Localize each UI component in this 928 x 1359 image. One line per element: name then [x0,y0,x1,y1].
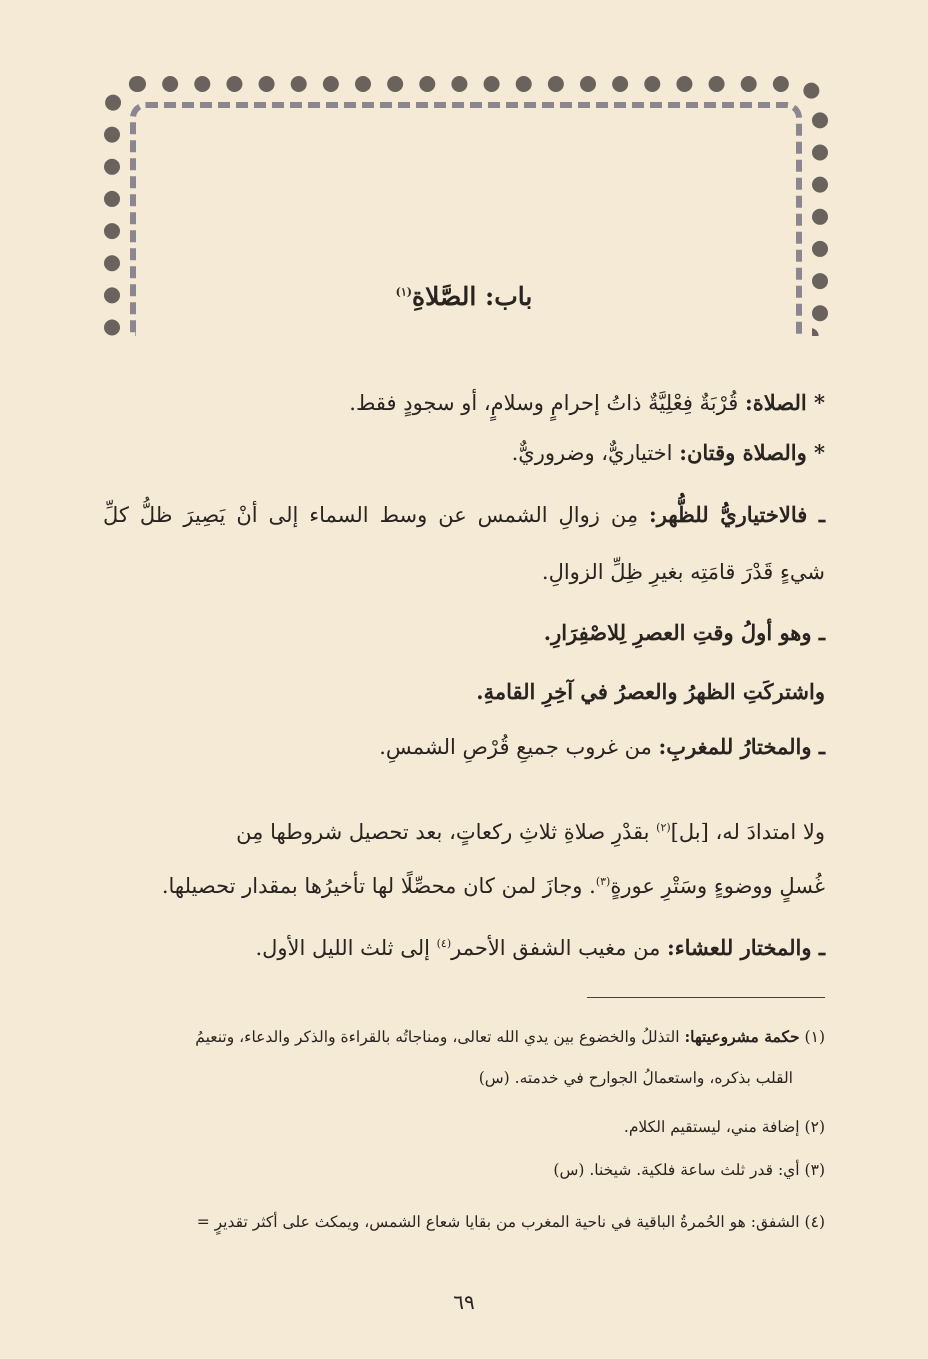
footnote-ref[interactable]: (١) [395,285,413,299]
footnote [479,1066,793,1090]
text: القلب بذكره، واستعمالُ الجوارح في خدمته. (س) [478,1069,793,1087]
term: ـ فالاختياريُّ للظُّهر: [649,502,825,527]
body-line [476,677,825,707]
chapter-title-text: باب: الصَّلاةِ [412,282,533,311]
term: * الصلاة: [744,390,825,415]
body-line [379,732,825,762]
footnote-ref[interactable]: (٣) [595,875,611,888]
text: غُسلٍ ووضوءٍ وسَتْرِ عورةٍ [610,874,825,898]
text: شيءٍ قَدْرَ قامَتِه بغيرِ ظِلِّ الزوالِ. [541,560,825,584]
body-line [542,557,825,587]
footnote [624,1115,825,1139]
footnote-number: (٢) [804,1118,825,1136]
text: الشفق: هو الحُمرةُ الباقية في ناحية المغرب من بقايا شعاع الشمس، ويمكث على أكثر تقديرٍ = [196,1213,800,1231]
text: التذللُ والخضوع بين يدي الله تعالى، ومناجاتُه بالقراءة والذكر والدعاء، وتنعيمُ [195,1028,685,1046]
body-line [255,929,825,963]
footnote-number: (١) [804,1028,825,1046]
body-line [236,813,825,847]
body-line [544,618,825,648]
footnote-separator [587,997,825,998]
footnote-number: (٣) [804,1161,825,1179]
term: واشتركَتِ الظهرُ والعصرُ في آخِرِ القامةِ. [476,679,825,704]
chapter-title [0,282,928,311]
footnote-number: (٤) [804,1213,825,1231]
footnote [195,1025,825,1049]
text: قُرْبَةٌ فِعْلِيَّةٌ ذاتُ إحرامٍ وسلامٍ، أو سجودٍ فقط. [349,391,745,415]
footnote-ref[interactable]: (٤) [436,937,452,950]
term: حكمة مشروعيتها: [684,1027,800,1046]
footnote-ref[interactable]: (٢) [656,821,671,834]
term: ـ والمختار للعشاء: [667,935,825,960]
page-number: ٦٩ [453,1290,475,1314]
text: من مغيب الشفق الأحمر [451,936,668,960]
text: إلى ثلث الليل الأول. [255,936,437,960]
text: مِن زوالِ الشمس عن وسط السماء إلى أنْ يَصِيرَ ظلُّ كلِّ [103,503,650,527]
text: بقدْرِ صلاةِ ثلاثِ ركعاتٍ، بعد تحصيل شروطها مِن [236,820,657,844]
footnote [197,1210,825,1234]
text: أي: قدر ثلث ساعة فلكية. شيخنا. (س) [553,1161,800,1179]
text: . وجازَ لمن كان محصِّلًا لها تأخيرُها بمقدار تحصيلها. [161,874,596,898]
body-line [103,500,825,530]
text: إضافة مني، ليستقيم الكلام. [623,1118,800,1136]
footnote [553,1158,825,1182]
term: ـ والمختارُ للمغربِ: [658,734,825,759]
term: ـ وهو أولُ وقتِ العصرِ لِلاصْفِرَارِ. [543,620,825,645]
body-line [162,867,825,901]
text: ولا امتدادَ له، [بل] [670,820,825,844]
text: اختياريٌّ، وضروريٌّ. [511,441,680,465]
term: * والصلاة وقتان: [679,440,825,465]
body-line [349,388,825,418]
body-line [512,438,825,468]
text: من غروب جميعِ قُرْصِ الشمسِ. [379,735,659,759]
